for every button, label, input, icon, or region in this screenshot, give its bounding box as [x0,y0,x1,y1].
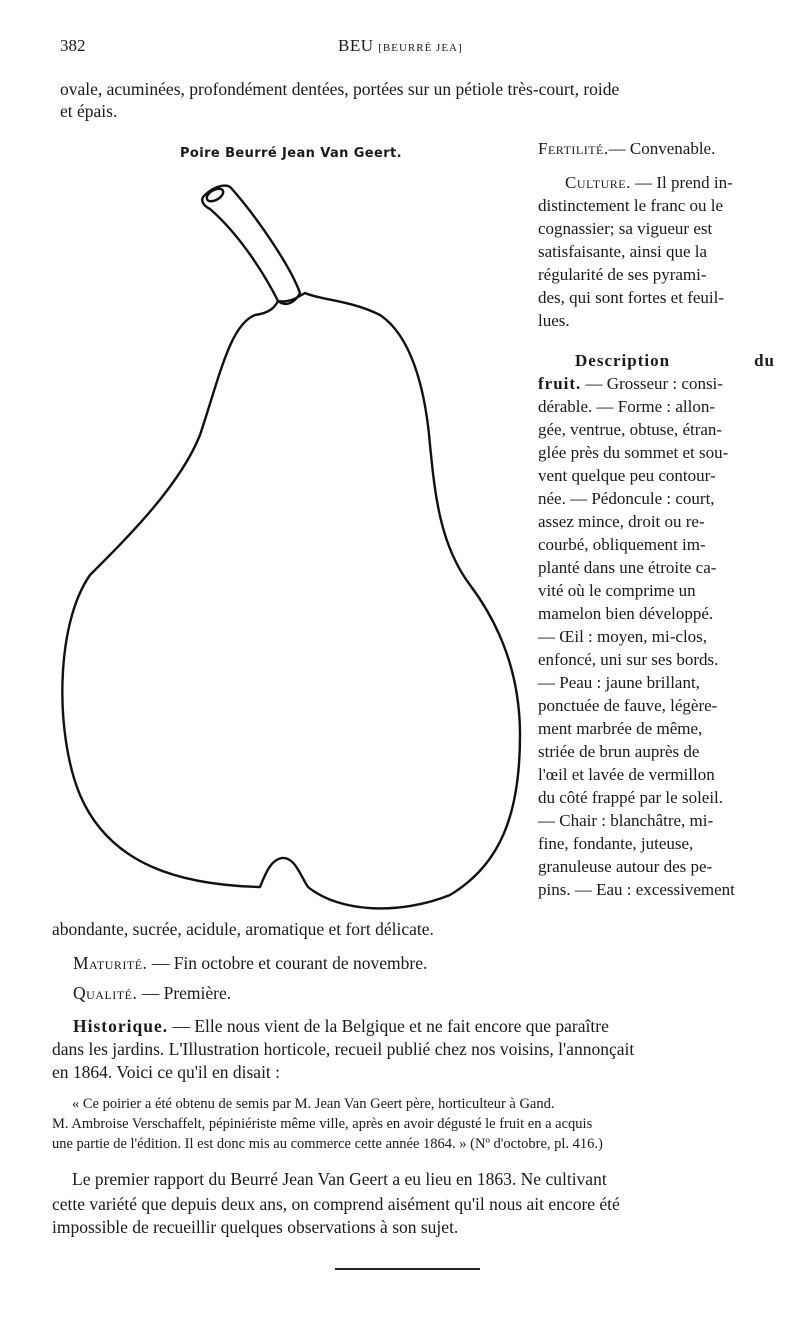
description-line-17: l'œil et lavée de vermillon [538,765,715,784]
maturite-line [73,952,427,974]
description-line-4: vent quelque peu contour- [538,466,716,485]
quote-line-2: une partie de l'édition. Il est donc mis au commerce cette année 1864. » (Nº d'octobre, pl. 416.) [52,1136,603,1152]
description-line-9: vité où le comprime un [538,581,696,600]
historique-text-0: — Elle nous vient de la Belgique et ne fait encore que paraître [172,1016,609,1036]
culture-label: Culture. [565,173,631,192]
eau-continuation: abondante, sucrée, acidule, aromatique et fort délicate. [52,919,434,939]
historique-line-1: dans les jardins. L'Illustration horticole, recueil publié chez nos voisins, l'annonçait [52,1039,635,1059]
description-line-8: planté dans une étroite ca- [538,558,717,577]
intro-line-2: et épais. [60,101,118,121]
maturite-label: Maturité. [73,953,148,973]
description-line-11: — Œil : moyen, mi-clos, [538,627,708,646]
description-line-10: mamelon bien développé. [538,604,714,623]
culture-line-4: régularité de ses pyrami- [538,265,707,284]
quote-line-1: M. Ambroise Verschaffelt, pépiniériste même ville, après en avoir dégusté le fruit en a acquis [52,1116,593,1132]
pear-stem-tip [205,186,226,204]
page-number: 382 [60,36,86,55]
qualite-label: Qualité. [73,983,138,1003]
closing-line-1: cette variété que depuis deux ans, on comprend aisément qu'il nous ait encore été [52,1194,620,1214]
quote-line-0: « Ce poirier a été obtenu de semis par M. Jean Van Geert père, horticulteur à Gand. [72,1096,555,1112]
culture-text-0: — Il prend in- [635,173,733,192]
qualite-text: — Première. [141,983,232,1003]
description-line-7: courbé, obliquement im- [538,535,706,554]
fertilite-line [538,138,715,161]
description-line-20: fine, fondante, juteuse, [538,834,694,853]
description-heading [575,350,775,373]
figure-caption: Poire Beurré Jean Van Geert. [180,146,402,161]
pear-outline [62,293,520,908]
description-line-14: ponctuée de fauve, légère- [538,696,718,715]
end-rule [335,1268,480,1270]
closing-line-2: impossible de recueillir quelques observations à son sujet. [52,1217,459,1237]
description-heading-c: fruit. [538,374,582,393]
description-line-21: granuleuse autour des pe- [538,857,713,876]
description-heading-a: Description [575,351,671,370]
historique-line-0 [73,1015,609,1037]
description-line-6: assez mince, droit ou re- [538,512,705,531]
description-heading-b: du [754,351,775,370]
culture-line-3: satisfaisante, ainsi que la [538,242,708,261]
description-line-3: glée près du sommet et sou- [538,443,729,462]
pear-stem [202,186,300,304]
qualite-line [73,982,231,1004]
description-line-16: striée de brun auprès de [538,742,700,761]
culture-line-6: lues. [538,311,570,330]
intro-line-1: ovale, acuminées, profondément dentées, portées sur un pétiole très-court, roide [60,79,620,99]
running-title-main: BEU [338,36,374,55]
closing-line-0: Le premier rapport du Beurré Jean Van Geert a eu lieu en 1863. Ne cultivant [72,1169,607,1189]
description-line-1: dérable. — Forme : allon- [538,397,716,416]
fertilite-text: — Convenable. [608,139,716,158]
running-title [338,36,463,56]
running-title-bracket: [BEURRÉ JEA] [378,42,463,54]
description-line-13: — Peau : jaune brillant, [538,673,700,692]
description-text-0: — Grosseur : consi- [585,374,723,393]
description-line-19: — Chair : blanchâtre, mi- [538,811,714,830]
fertilite-label: Fertilité. [538,139,609,158]
description-line-2: gée, ventrue, obtuse, étran- [538,420,723,439]
description-line-22: pins. — Eau : excessivement [538,880,735,899]
culture-line-2: cognassier; sa vigueur est [538,219,713,238]
culture-line-5: des, qui sont fortes et feuil- [538,288,725,307]
pear-illustration [50,175,530,920]
maturite-text: — Fin octobre et courant de novembre. [151,953,428,973]
description-line-15: ment marbrée de même, [538,719,703,738]
description-line-12: enfoncé, uni sur ses bords. [538,650,719,669]
historique-line-2: en 1864. Voici ce qu'il en disait : [52,1062,281,1082]
historique-label: Historique. [73,1016,169,1036]
culture-line-0 [565,172,733,195]
description-line-0 [538,373,723,396]
description-line-18: du côté frappé par le soleil. [538,788,724,807]
description-line-5: née. — Pédoncule : court, [538,489,715,508]
culture-line-1: distinctement le franc ou le [538,196,724,215]
